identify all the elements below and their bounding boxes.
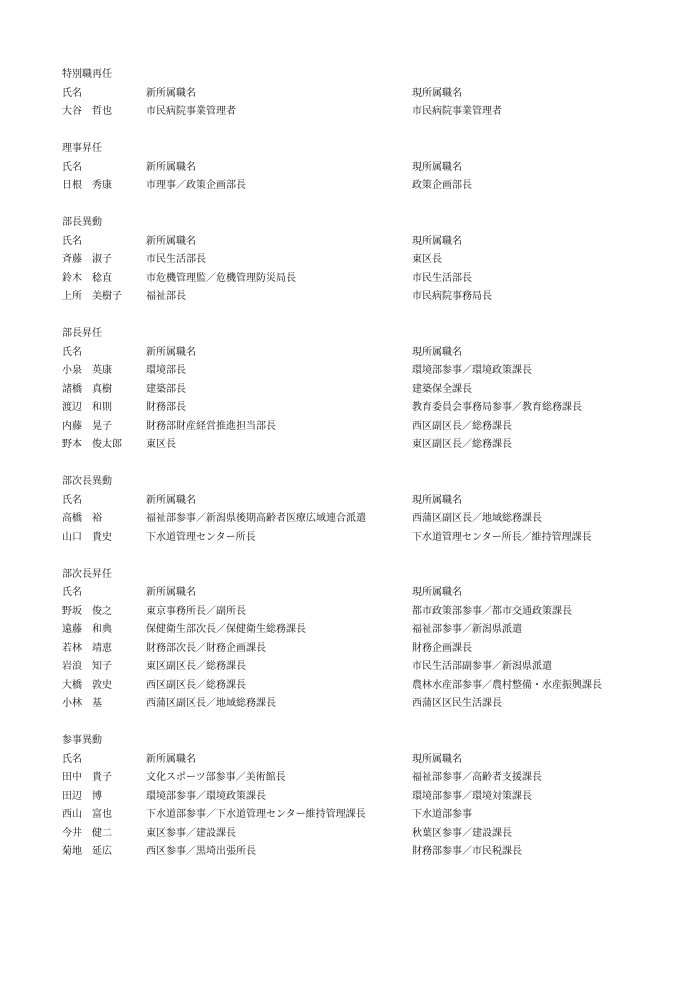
table-row <box>62 362 662 381</box>
new-post: 環境部参事／環境政策課長 <box>146 790 266 802</box>
header-current-post-label: 現所属職名 <box>412 87 462 99</box>
header-current-post-label: 現所属職名 <box>412 494 462 506</box>
header-new-post-label: 新所属職名 <box>146 161 196 173</box>
header-name-label: 氏名 <box>62 87 82 99</box>
person-name: 菊地 延広 <box>62 846 112 857</box>
current-post: 東区長 <box>412 254 442 265</box>
new-post: 財務部次長／財務企画課長 <box>146 642 266 654</box>
current-post: 西区副区長／総務課長 <box>412 420 512 432</box>
section-title: 部次長異動 <box>62 476 112 487</box>
current-post: 下水道管理センター所長／維持管理課長 <box>412 531 592 543</box>
table-row <box>62 288 662 307</box>
table-row <box>62 529 662 548</box>
header-name-label: 氏名 <box>62 346 82 358</box>
section <box>62 66 662 122</box>
table-row <box>62 381 662 400</box>
new-post: 財務部財産経営推進担当部長 <box>146 420 276 432</box>
header-name-label: 氏名 <box>62 494 82 506</box>
current-post: 都市政策部参事／都市交通政策課長 <box>412 605 572 617</box>
header-current-post-label: 現所属職名 <box>412 346 462 358</box>
current-post: 西蒲区区民生活課長 <box>412 698 502 709</box>
person-name: 上所 美樹子 <box>62 291 122 302</box>
new-post: 福祉部長 <box>146 291 186 302</box>
person-name: 今井 健二 <box>62 827 112 839</box>
section-title: 部次長昇任 <box>62 568 112 580</box>
section-title: 理事昇任 <box>62 143 102 154</box>
new-post: 西蒲区副区長／地域総務課長 <box>146 698 276 709</box>
section-title: 特別職再任 <box>62 69 112 80</box>
person-name: 日根 秀康 <box>62 180 112 191</box>
person-name: 岩浪 知子 <box>62 661 112 672</box>
table-row <box>62 825 662 844</box>
person-name: 大谷 哲也 <box>62 106 112 117</box>
current-post: 市民生活部長 <box>412 272 472 284</box>
new-post: 市危機管理監／危機管理防災局長 <box>146 272 296 284</box>
current-post: 下水道部参事 <box>412 809 472 820</box>
new-post: 市民生活部長 <box>146 254 206 265</box>
table-row <box>62 640 662 659</box>
person-name: 野坂 俊之 <box>62 605 112 617</box>
table-row <box>62 177 662 196</box>
header-current-post-label: 現所属職名 <box>412 235 462 247</box>
current-post: 財務企画課長 <box>412 642 472 654</box>
section-title: 参事異動 <box>62 735 102 746</box>
new-post: 東区長 <box>146 439 176 450</box>
table-row <box>62 510 662 529</box>
person-name: 田辺 博 <box>62 790 102 802</box>
section-title: 部長異動 <box>62 217 102 228</box>
table-row <box>62 603 662 622</box>
new-post: 東区副区長／総務課長 <box>146 661 246 672</box>
header-new-post-label: 新所属職名 <box>146 87 196 99</box>
current-post: 政策企画部長 <box>412 180 472 191</box>
table-row <box>62 843 662 862</box>
column-header-row <box>62 344 662 363</box>
header-name-label: 氏名 <box>62 235 82 247</box>
current-post: 環境部参事／環境政策課長 <box>412 365 532 376</box>
current-post: 建築保全課長 <box>412 383 472 395</box>
column-header-row <box>62 492 662 511</box>
person-name: 諸橋 真樹 <box>62 383 112 395</box>
column-header-row <box>62 159 662 178</box>
section <box>62 214 662 307</box>
table-row <box>62 769 662 788</box>
new-post: 下水道管理センター所長 <box>146 531 256 543</box>
new-post: 文化スポーツ部参事／美術館長 <box>146 772 286 783</box>
current-post: 財務部参事／市民税課長 <box>412 846 522 857</box>
new-post: 西区副区長／総務課長 <box>146 679 246 691</box>
new-post: 建築部長 <box>146 383 186 395</box>
person-name: 小泉 英康 <box>62 365 112 376</box>
table-row <box>62 270 662 289</box>
new-post: 環境部長 <box>146 365 186 376</box>
person-name: 小林 基 <box>62 698 102 709</box>
person-name: 斉藤 淑子 <box>62 254 112 265</box>
table-row <box>62 695 662 714</box>
new-post: 市民病院事業管理者 <box>146 106 236 117</box>
new-post: 下水道部参事／下水道管理センター維持管理課長 <box>146 809 366 820</box>
current-post: 秋葉区参事／建設課長 <box>412 827 512 839</box>
person-name: 高橋 裕 <box>62 513 102 524</box>
current-post: 農林水産部参事／農村整備・水産振興課長 <box>412 679 602 691</box>
person-name: 大橋 敦史 <box>62 679 112 691</box>
new-post: 市理事／政策企画部長 <box>146 180 246 191</box>
current-post: 福祉部参事／高齢者支援課長 <box>412 772 542 783</box>
column-header-row <box>62 751 662 770</box>
table-row <box>62 677 662 696</box>
section <box>62 473 662 547</box>
current-post: 福祉部参事／新潟県派遣 <box>412 624 522 635</box>
current-post: 西蒲区副区長／地域総務課長 <box>412 513 542 524</box>
table-row <box>62 658 662 677</box>
header-current-post-label: 現所属職名 <box>412 753 462 765</box>
new-post: 保健衛生部次長／保健衛生総務課長 <box>146 624 306 635</box>
header-name-label: 氏名 <box>62 587 82 598</box>
person-name: 鈴木 稔直 <box>62 272 112 284</box>
table-row <box>62 103 662 122</box>
table-row <box>62 436 662 455</box>
current-post: 市民病院事業管理者 <box>412 106 502 117</box>
person-name: 西山 富也 <box>62 809 112 820</box>
header-new-post-label: 新所属職名 <box>146 587 196 598</box>
new-post: 福祉部参事／新潟県後期高齢者医療広域連合派遣 <box>146 513 366 524</box>
table-row <box>62 621 662 640</box>
header-new-post-label: 新所属職名 <box>146 753 196 765</box>
section <box>62 325 662 455</box>
header-current-post-label: 現所属職名 <box>412 587 462 598</box>
person-name: 遠藤 和典 <box>62 624 112 635</box>
current-post: 東区副区長／総務課長 <box>412 439 512 450</box>
table-row <box>62 251 662 270</box>
column-header-row <box>62 85 662 104</box>
column-header-row <box>62 584 662 603</box>
header-name-label: 氏名 <box>62 161 82 173</box>
table-row <box>62 399 662 418</box>
current-post: 教育委員会事務局参事／教育総務課長 <box>412 402 582 413</box>
header-name-label: 氏名 <box>62 753 82 765</box>
header-new-post-label: 新所属職名 <box>146 494 196 506</box>
new-post: 財務部長 <box>146 402 186 413</box>
column-header-row <box>62 233 662 252</box>
new-post: 西区参事／黒埼出張所長 <box>146 846 256 857</box>
header-new-post-label: 新所属職名 <box>146 235 196 247</box>
section <box>62 140 662 196</box>
current-post: 市民病院事務局長 <box>412 291 492 302</box>
section-title: 部長昇任 <box>62 328 102 339</box>
person-name: 若林 靖恵 <box>62 642 112 654</box>
section <box>62 566 662 714</box>
table-row <box>62 806 662 825</box>
personnel-document <box>62 66 662 880</box>
section <box>62 732 662 862</box>
person-name: 田中 貴子 <box>62 772 112 783</box>
new-post: 東京事務所長／副所長 <box>146 605 246 617</box>
header-new-post-label: 新所属職名 <box>146 346 196 358</box>
new-post: 東区参事／建設課長 <box>146 827 236 839</box>
current-post: 市民生活部副参事／新潟県派遣 <box>412 661 552 672</box>
header-current-post-label: 現所属職名 <box>412 161 462 173</box>
person-name: 渡辺 和則 <box>62 402 112 413</box>
person-name: 内藤 晃子 <box>62 420 112 432</box>
table-row <box>62 788 662 807</box>
person-name: 山口 貴史 <box>62 531 112 543</box>
person-name: 野本 俊太郎 <box>62 439 122 450</box>
table-row <box>62 418 662 437</box>
current-post: 環境部参事／環境対策課長 <box>412 790 532 802</box>
